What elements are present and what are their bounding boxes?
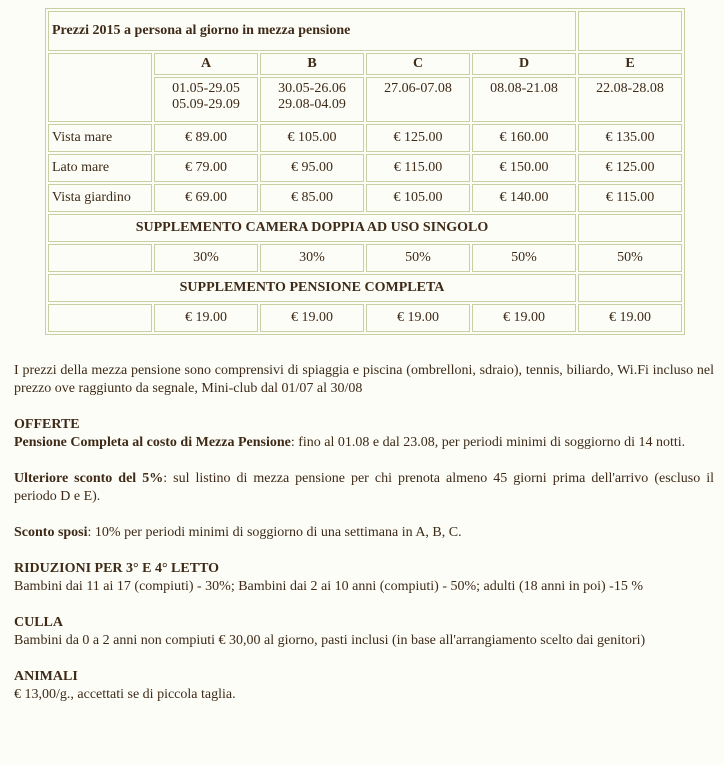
- price-cell: € 125.00: [578, 154, 682, 182]
- notes-section: [14, 362, 714, 704]
- empty-cell: [48, 244, 152, 272]
- offer-title: Sconto sposi: [14, 525, 88, 540]
- period-date: 30.05-26.06: [278, 81, 346, 96]
- price-cell: € 160.00: [472, 124, 576, 152]
- empty-cell: [48, 304, 152, 332]
- table-row: [48, 244, 682, 272]
- column-header-c: C: [366, 53, 470, 75]
- supplement-cell: 50%: [578, 244, 682, 272]
- period-date: 22.08-28.08: [596, 81, 664, 96]
- table-row: [48, 304, 682, 332]
- column-header-b: B: [260, 53, 364, 75]
- reductions-text: Bambini dai 11 ai 17 (compiuti) - 30%; Bambini dai 2 ai 10 anni (compiuti) - 50%; adulti (18 anni in poi) -15 %: [14, 579, 643, 594]
- price-cell: € 89.00: [154, 124, 258, 152]
- empty-cell: [578, 214, 682, 242]
- price-cell: € 79.00: [154, 154, 258, 182]
- supplement-cell: 50%: [366, 244, 470, 272]
- offer-full-board: [14, 434, 714, 452]
- table-row: [48, 154, 682, 182]
- offer-text: : fino al 01.08 e dal 23.08, per periodi minimi di soggiorno di 14 notti.: [290, 435, 686, 450]
- row-label: Vista mare: [48, 124, 152, 152]
- row-label: Lato mare: [48, 154, 152, 182]
- period-b: [260, 77, 364, 122]
- empty-cell: [578, 11, 682, 51]
- offer-text: : 10% per periodi minimi di soggiorno di una settimana in A, B, C.: [87, 525, 462, 540]
- period-a: [154, 77, 258, 122]
- supplement-cell: € 19.00: [154, 304, 258, 332]
- row-label: Vista giardino: [48, 184, 152, 212]
- period-date: 01.05-29.05: [172, 81, 240, 96]
- price-table: [45, 8, 685, 335]
- cot-text: Bambini da 0 a 2 anni non compiuti € 30,00 al giorno, pasti inclusi (in base all'arrangiamento scelto dai genitori): [14, 633, 646, 648]
- period-c: [366, 77, 470, 122]
- price-table-container: [45, 8, 685, 335]
- column-header-d: D: [472, 53, 576, 75]
- price-cell: € 115.00: [578, 184, 682, 212]
- supplement-cell: € 19.00: [472, 304, 576, 332]
- offer-title: Ulteriore sconto del 5%: [14, 471, 164, 486]
- table-row: [48, 184, 682, 212]
- offer-title: Pensione Completa al costo di Mezza Pensione: [14, 435, 291, 450]
- supplement-cell: 30%: [154, 244, 258, 272]
- price-cell: € 150.00: [472, 154, 576, 182]
- price-cell: € 125.00: [366, 124, 470, 152]
- price-cell: € 69.00: [154, 184, 258, 212]
- column-header-a: A: [154, 53, 258, 75]
- offer-text: : sul listino di mezza pensione per chi prenota almeno 45 giorni prima dell'arrivo (escluso il periodo D e E).: [14, 471, 715, 504]
- period-date: 29.08-04.09: [278, 97, 346, 112]
- supplement-cell: € 19.00: [366, 304, 470, 332]
- supplement-cell: 30%: [260, 244, 364, 272]
- empty-cell: [578, 274, 682, 302]
- supplement-cell: 50%: [472, 244, 576, 272]
- supplement-cell: € 19.00: [578, 304, 682, 332]
- table-title: Prezzi 2015 a persona al giorno in mezza pensione: [48, 11, 576, 51]
- supplement-full-heading: SUPPLEMENTO PENSIONE COMPLETA: [48, 274, 576, 302]
- period-date: 05.09-29.09: [172, 97, 240, 112]
- pets-text: € 13,00/g., accettati se di piccola taglia.: [14, 687, 236, 702]
- price-cell: € 105.00: [260, 124, 364, 152]
- offer-early-booking: [14, 470, 714, 506]
- reductions-heading: RIDUZIONI PER 3° E 4° LETTO: [14, 561, 220, 576]
- period-date: 27.06-07.08: [384, 81, 452, 96]
- price-cell: € 85.00: [260, 184, 364, 212]
- offers-heading: OFFERTE: [14, 417, 80, 432]
- intro-paragraph: I prezzi della mezza pensione sono comprensivi di spiaggia e piscina (ombrelloni, sdraio), tennis, biliardo, Wi.Fi incluso nel prezzo ove raggiunto da segnale, Mini-club dal 01/07 al 30/08: [14, 363, 714, 396]
- price-cell: € 115.00: [366, 154, 470, 182]
- price-cell: € 105.00: [366, 184, 470, 212]
- supplement-cell: € 19.00: [260, 304, 364, 332]
- period-date: 08.08-21.08: [490, 81, 558, 96]
- period-d: [472, 77, 576, 122]
- supplement-single-heading: SUPPLEMENTO CAMERA DOPPIA AD USO SINGOLO: [48, 214, 576, 242]
- price-cell: € 140.00: [472, 184, 576, 212]
- cot-heading: CULLA: [14, 615, 64, 630]
- column-header-e: E: [578, 53, 682, 75]
- period-e: [578, 77, 682, 122]
- empty-cell: [48, 53, 152, 122]
- price-cell: € 95.00: [260, 154, 364, 182]
- offer-newlyweds: [14, 524, 714, 542]
- price-cell: € 135.00: [578, 124, 682, 152]
- pets-heading: ANIMALI: [14, 669, 78, 684]
- table-row: [48, 124, 682, 152]
